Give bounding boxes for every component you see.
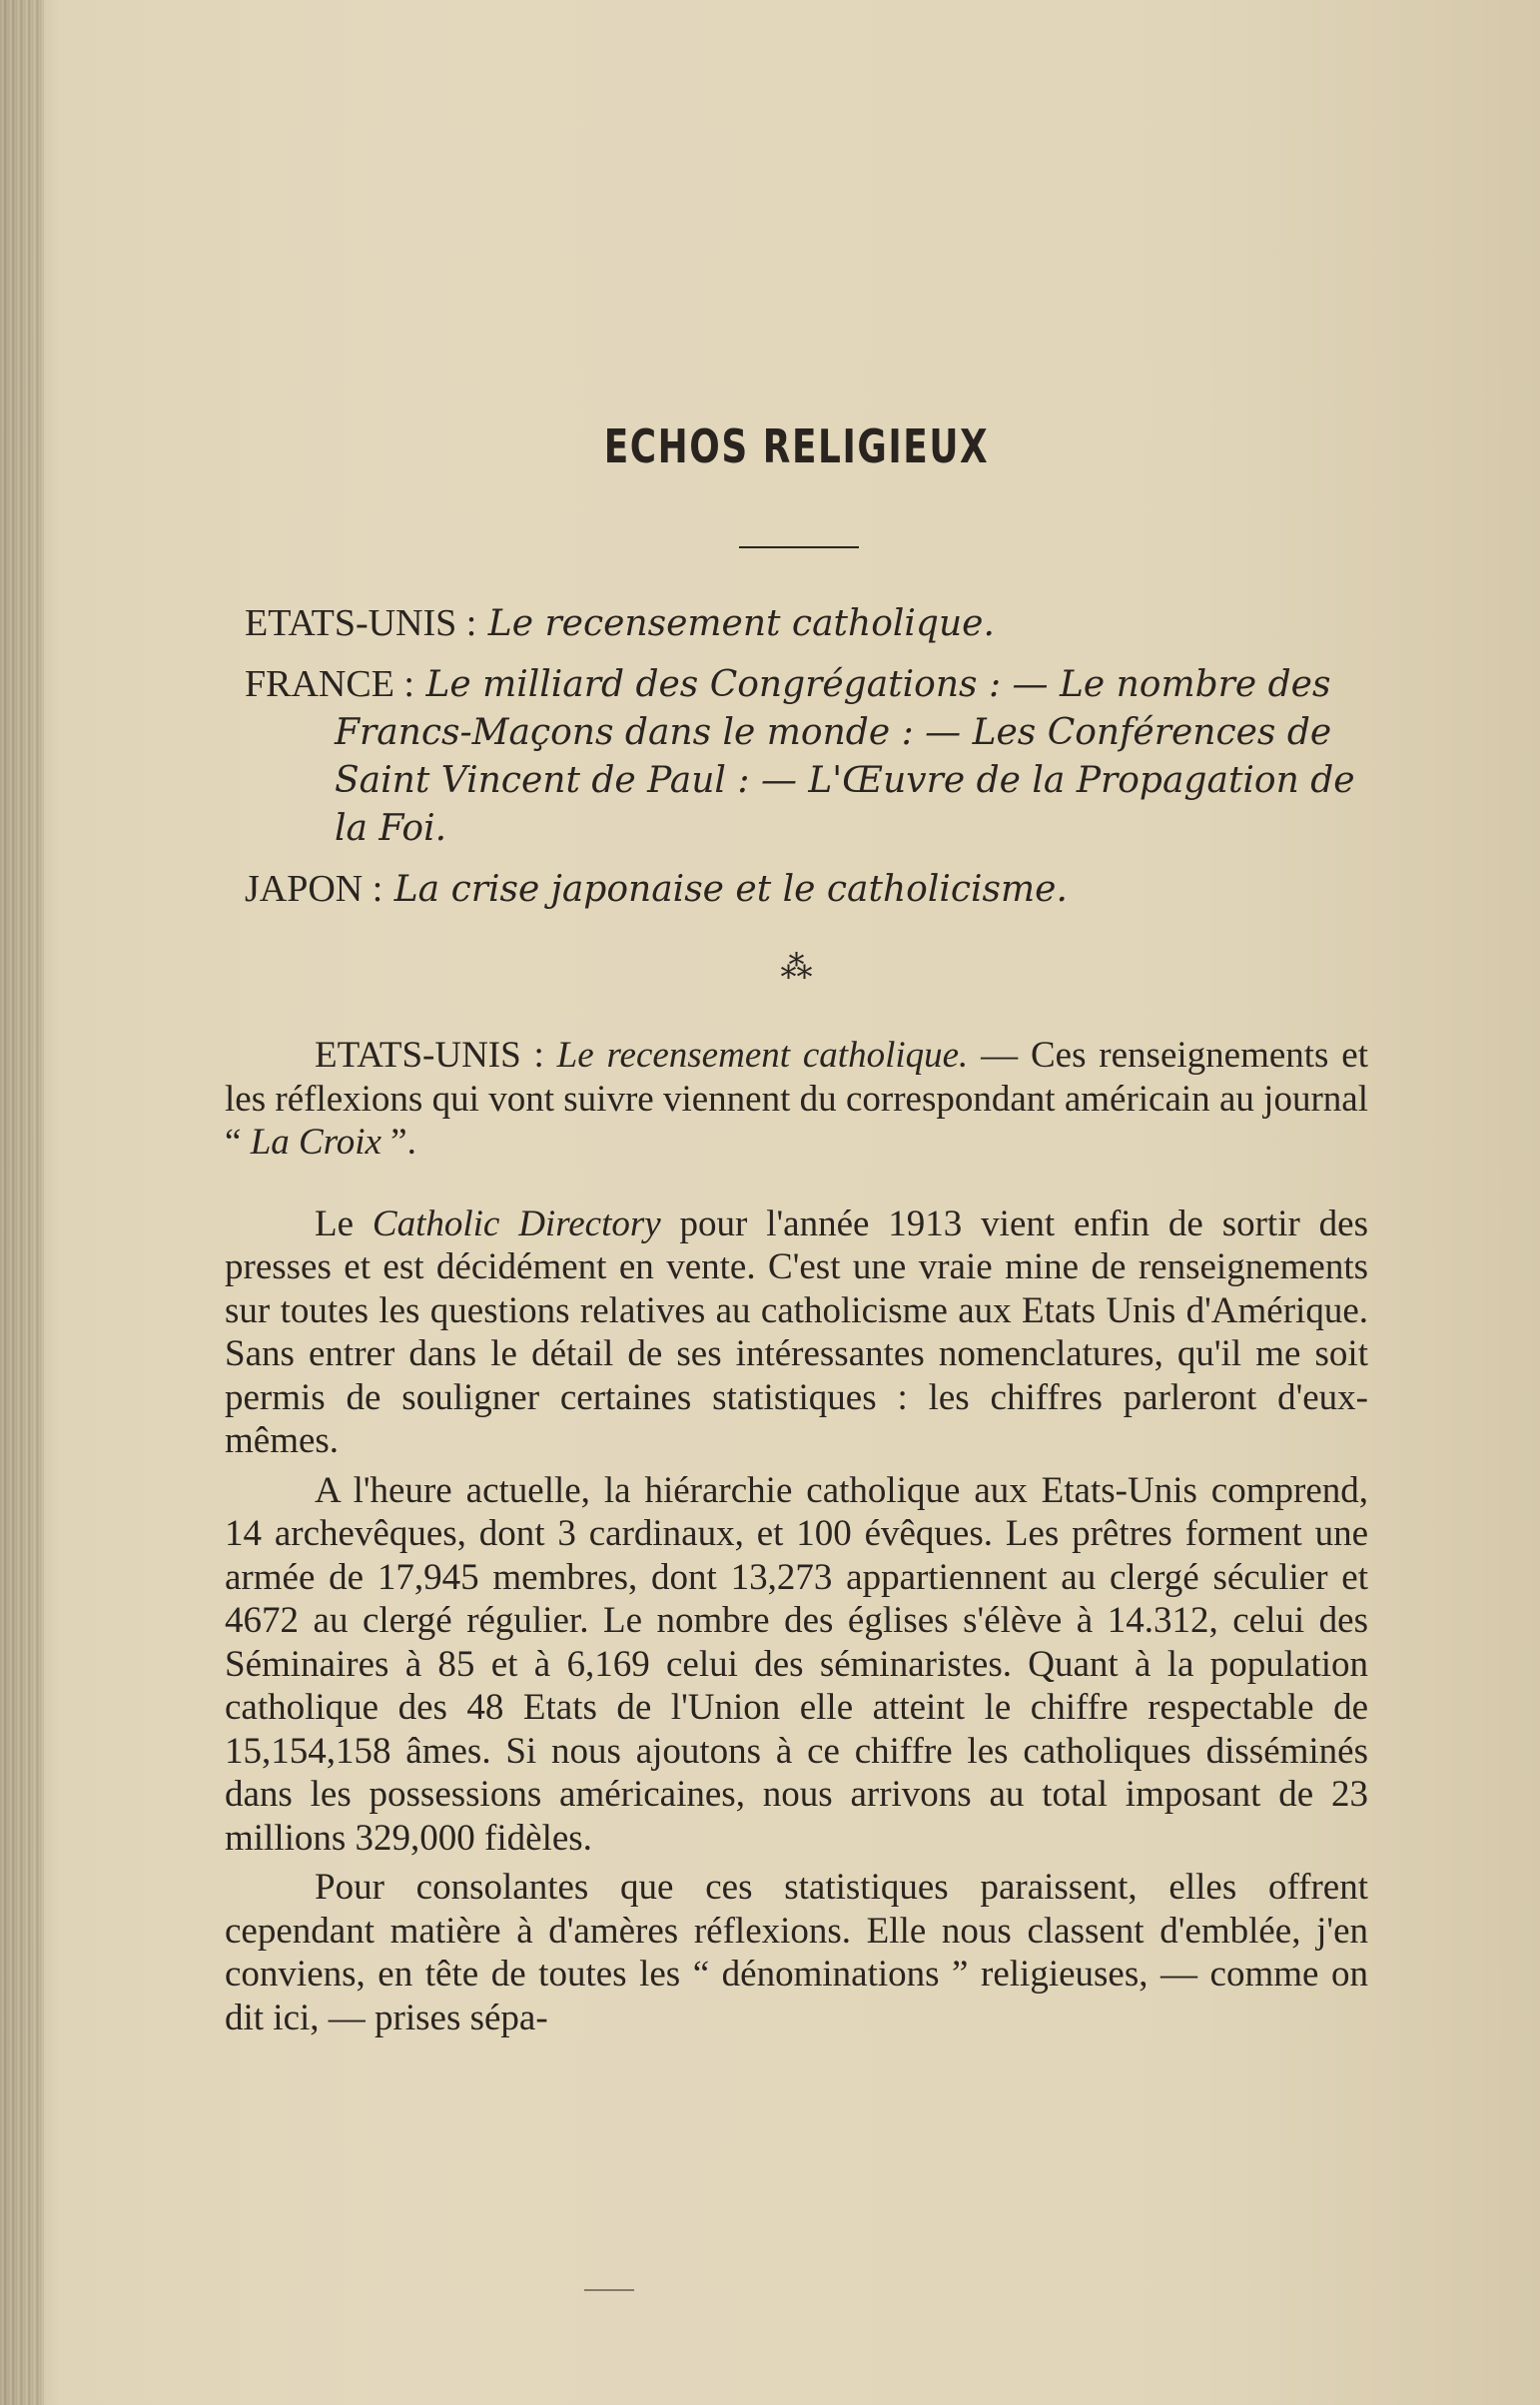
summary-topics: La crise japonaise et le catholicisme. [393,869,1068,910]
summary-entry-france [245,660,1388,853]
page-title: ECHOS RELIGIEUX [603,419,990,473]
summary-topics: Le milliard des Congrégations : — Le nombre des Francs-Maçons dans le monde : — Les Conférences de Saint Vincent de Paul : — L'Œuvre de la Propagation de la Foi. [335,664,1355,849]
summary-country: JAPON : [245,868,384,910]
summary-country: FRANCE : [245,663,414,705]
article-body [225,1034,1368,2045]
summary-country: ETATS-UNIS : [245,602,477,644]
journal-name: La Croix [250,1122,382,1163]
section-topic: Le recensement catholique. [556,1035,969,1076]
paragraph-directory [225,1202,1368,1463]
paragraph-reflections: Pour consolantes que ces statistiques paraissent, elles offrent cependant matière à d'amères réflexions. Elle nous classent d'emblée, j'en conviens, en tête de toutes les “ dénominations ” religieuses, — comme on dit ici, — prises sépa- [225,1867,1368,2038]
paragraph-text: ”. [381,1122,416,1163]
title-divider [739,546,859,548]
asterism-separator: ⁂ [780,948,813,986]
paragraph-intro [225,1034,1368,1165]
summary-list [245,599,1388,926]
paragraph-text: Le [315,1202,373,1244]
paragraph-text: pour l'année 1913 vient enfin de sortir des presses et est décidément en vente. C'est une vraie mine de renseignements sur toutes les questions relatives au catholicisme aux Etats Unis d'Amérique. Sans entrer dans le détail de ses intéressantes nomenclatures, qu'il me soit permis de souligner certaines statistiques : les chiffres parleront d'eux-mêmes. [225,1202,1368,1461]
summary-topics: Le recensement catholique. [487,603,995,644]
paragraph-text: — Ces renseignements et les réflexions qui vont suivre viennent du correspondant américain au journal “ [225,1035,1368,1163]
footer-mark [584,2289,634,2291]
publication-title: Catholic Directory [372,1202,661,1244]
paragraph-statistics: A l'heure actuelle, la hiérarchie catholique aux Etats-Unis comprend, 14 archevêques, dont 3 cardinaux, et 100 évêques. Les prêtres forment une armée de 17,945 membres, dont 13,273 appartiennent au clergé séculier et 4672 au clergé régulier. Le nombre des églises s'élève à 14.312, celui des Séminaires à 85 et à 6,169 celui des séminaristes. Quant à la population catholique des 48 Etats de l'Union elle atteint le chiffre respectable de 15,154,158 âmes. Si nous ajoutons à ce chiffre les catholiques disséminés dans les possessions américaines, nous arrivons au total imposant de 23 millions 329,000 fidèles. [225,1469,1368,1859]
book-binding-edge [0,0,44,2405]
summary-entry-etats-unis [245,599,1388,648]
section-country: ETATS-UNIS : [315,1035,544,1076]
summary-entry-japon [245,865,1388,914]
